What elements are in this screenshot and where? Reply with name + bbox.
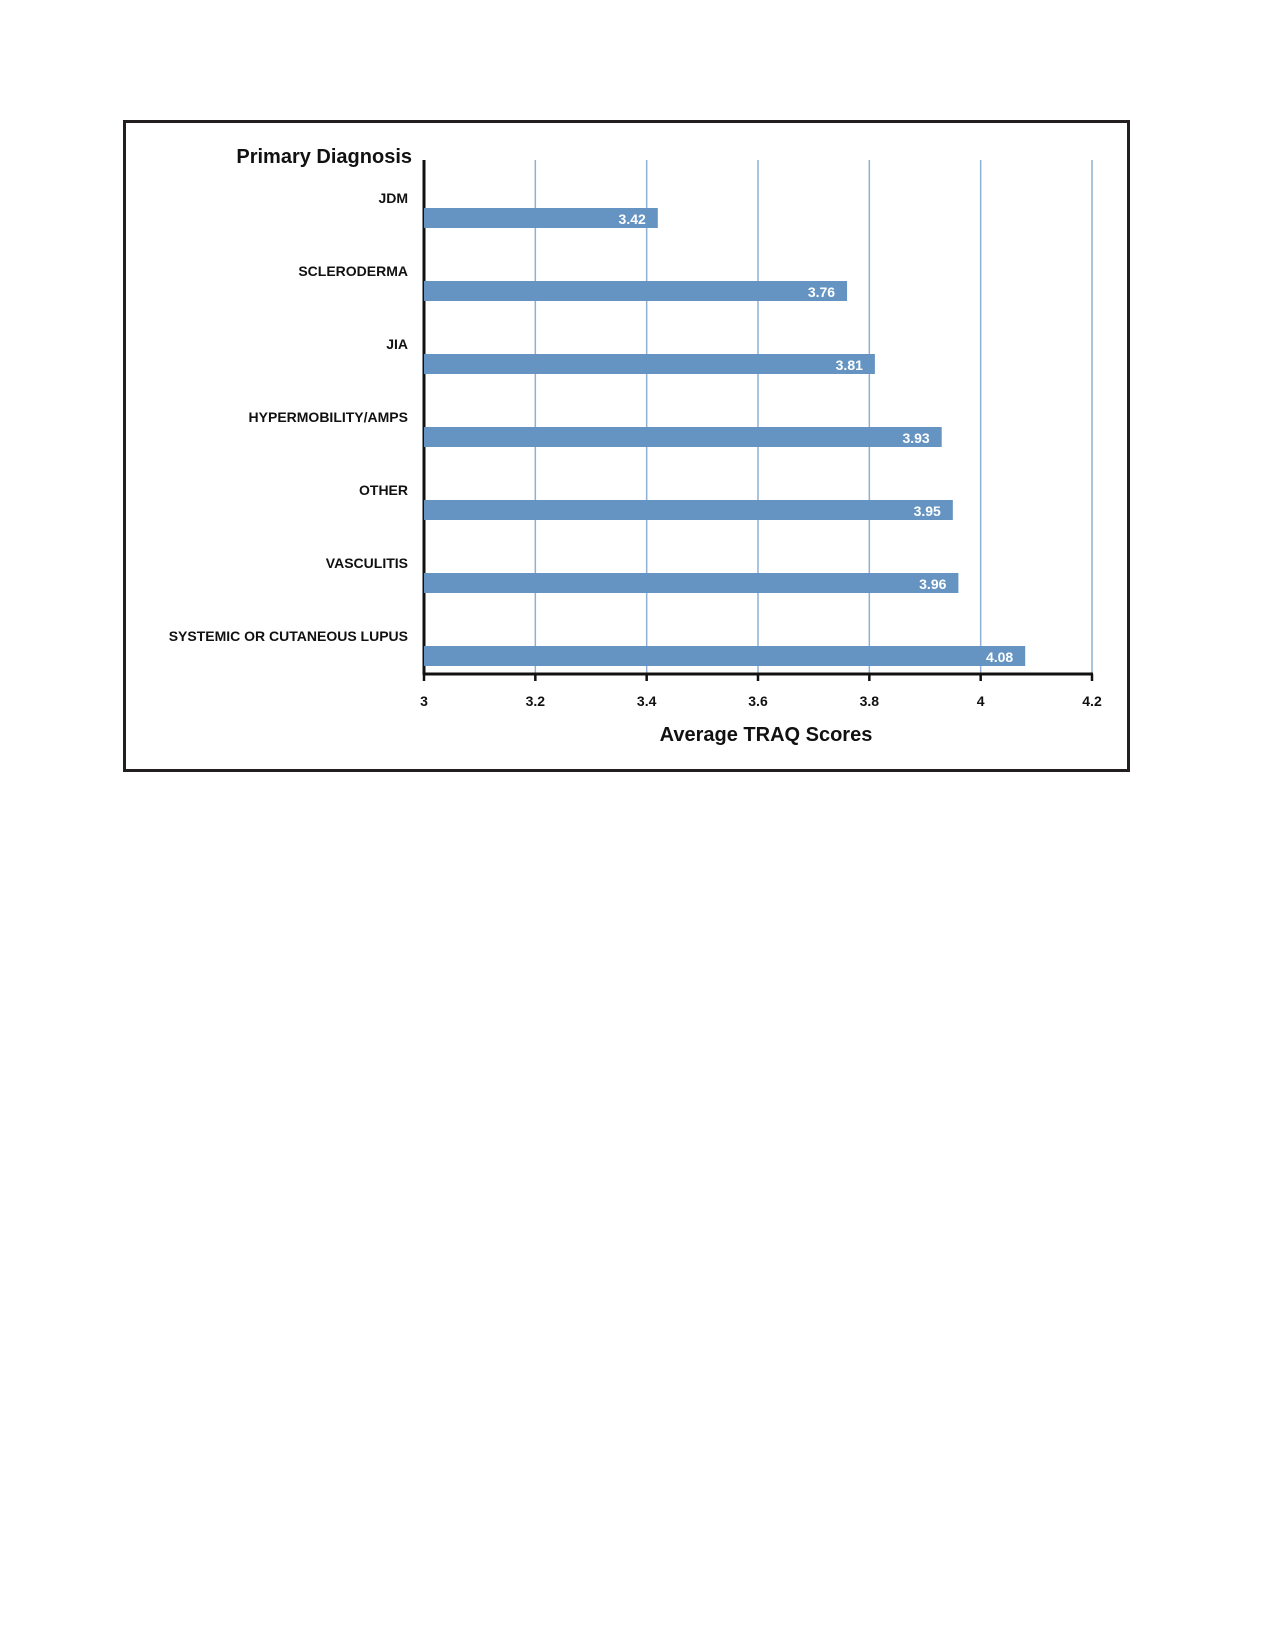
bar (424, 427, 942, 447)
bar (424, 281, 847, 301)
x-tick-label: 4.2 (1082, 693, 1102, 709)
x-tick-label: 3.4 (636, 693, 657, 709)
y-axis-title: Primary Diagnosis (236, 146, 412, 168)
category-label: JDM (378, 190, 408, 206)
x-tick-label: 3.2 (525, 693, 546, 709)
category-label: SYSTEMIC OR CUTANEOUS LUPUS (168, 628, 408, 644)
category-label: JIA (386, 336, 408, 352)
x-tick-label: 4 (976, 693, 985, 709)
x-tick-label: 3.8 (859, 693, 880, 709)
x-tick-label: 3.6 (748, 693, 768, 709)
bar (424, 354, 875, 374)
category-label: OTHER (359, 482, 408, 498)
category-label: VASCULITIS (325, 555, 408, 571)
data-label: 3.76 (807, 284, 836, 300)
data-label: 4.08 (985, 649, 1014, 665)
bar (424, 500, 953, 520)
x-axis-title: Average TRAQ Scores (659, 724, 873, 746)
x-tick-label: 3 (420, 693, 428, 709)
data-label: 3.95 (913, 503, 941, 519)
data-label: 3.96 (919, 576, 947, 592)
category-label: SCLERODERMA (298, 263, 408, 279)
bar (424, 646, 1025, 666)
category-label: HYPERMOBILITY/AMPS (248, 409, 408, 425)
data-label: 3.81 (835, 357, 863, 373)
data-label: 3.42 (618, 211, 646, 227)
bar (424, 573, 958, 593)
data-label: 3.93 (902, 430, 930, 446)
